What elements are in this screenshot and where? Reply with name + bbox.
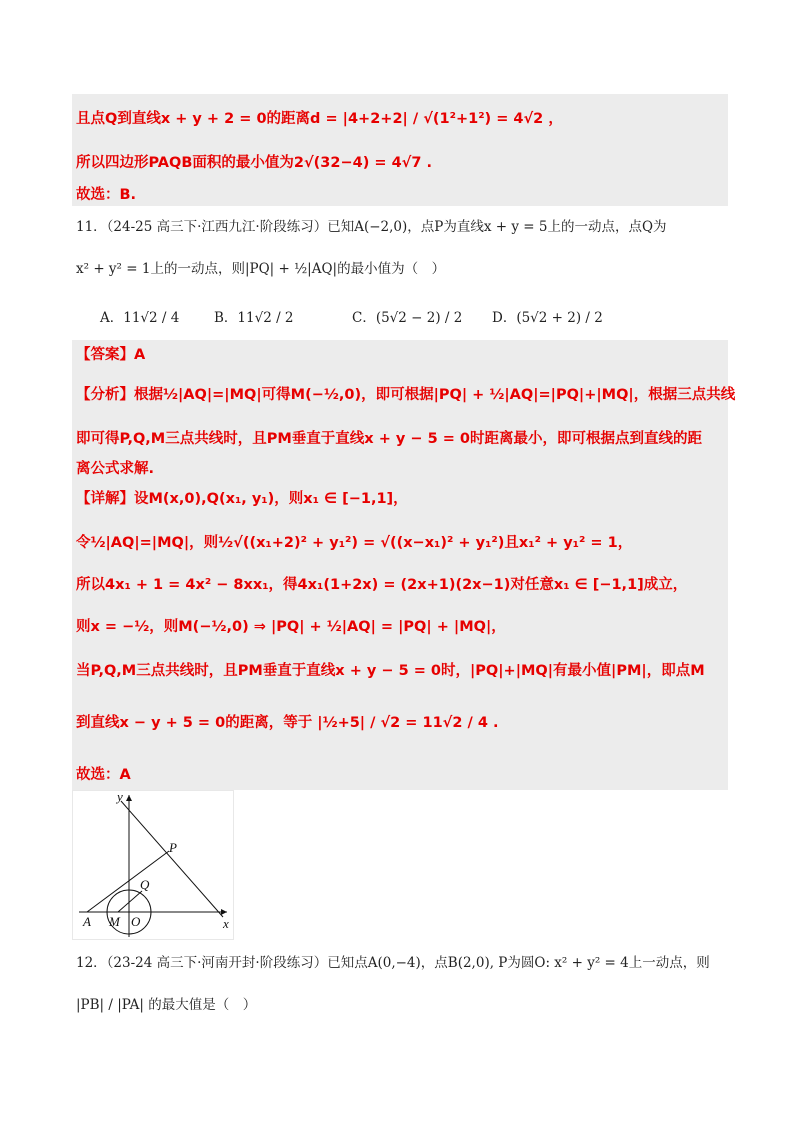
question-12-stem-line-1: 12．（23-24 高三下·河南开封·阶段练习）已知点A(0,−4)，点B(2,0), P为圆O: x² + y² = 4上一动点，则 <box>76 955 710 971</box>
detail-line-1: 【详解】设M(x,0),Q(x₁, y₁)，则x₁ ∈ [−1,1]， <box>76 491 408 507</box>
x-axis-arrow-icon <box>221 909 227 915</box>
analysis-line-1: 【分析】根据½|AQ|=|MQ|可得M(−½,0)，即可根据|PQ| + ½|AQ|=|PQ|+|MQ|，根据三点共线 <box>76 387 736 403</box>
label-a: A <box>83 914 91 929</box>
question-12-stem-line-2: |PB| / |PA| 的最大值是（ ） <box>76 997 257 1013</box>
answer-label: 【答案】A <box>76 347 146 363</box>
label-o: O <box>131 914 141 929</box>
choice-b: B．11√2 / 2 <box>214 310 294 326</box>
analysis-line-2: 即可得P,Q,M三点共线时，且PM垂直于直线x + y − 5 = 0时距离最小，即可根据点到直线的距 <box>76 431 703 447</box>
detail-line-5: 当P,Q,M三点共线时，且PM垂直于直线x + y − 5 = 0时，|PQ|+|MQ|有最小值|PM|，即点M <box>76 663 705 679</box>
segment-m-q <box>118 891 142 912</box>
question-11-stem-line-2: x² + y² = 1上的一动点，则|PQ| + ½|AQ|的最小值为（ ） <box>76 261 446 277</box>
line-x-plus-y-eq-5 <box>121 801 223 917</box>
question-11-stem-line-1: 11．（24-25 高三下·江西九江·阶段练习）已知A(−2,0)，点P为直线x + y = 5上的一动点，点Q为 <box>76 219 667 235</box>
label-p: P <box>169 840 177 855</box>
detail-line-6: 到直线x − y + 5 = 0的距离，等于 |½+5| / √2 = 11√2 / 4 . <box>76 715 499 731</box>
y-axis-arrow-icon <box>126 795 132 801</box>
label-m: M <box>109 914 120 929</box>
detail-line-3: 所以4x₁ + 1 = 4x² − 8xx₁，得4x₁(1+2x) = (2x+1)(2x−1)对任意x₁ ∈ [−1,1]成立， <box>76 577 688 593</box>
prev-solution-line-1: 且点Q到直线x + y + 2 = 0的距离d = |4+2+2| / √(1²+1²) = 4√2 ， <box>76 111 563 127</box>
prev-solution-line-2: 所以四边形PAQB面积的最小值为2√(32−4) = 4√7 . <box>76 155 432 171</box>
prev-solution-answer: 故选：B. <box>76 187 137 203</box>
choice-c: C．(5√2 − 2) / 2 <box>352 310 463 326</box>
label-x: x <box>223 916 229 931</box>
detail-line-2: 令½|AQ|=|MQ|，则½√((x₁+2)² + y₁²) = √((x−x₁)² + y₁²)且x₁² + y₁² = 1， <box>76 535 633 551</box>
geometry-figure-svg <box>73 791 235 941</box>
label-q: Q <box>140 877 150 892</box>
analysis-line-3: 离公式求解. <box>76 461 155 477</box>
detail-line-4: 则x = −½，则M(−½,0) ⇒ |PQ| + ½|AQ| = |PQ| + |MQ|， <box>76 619 506 635</box>
choice-a: A．11√2 / 4 <box>100 310 180 326</box>
label-y: y <box>117 791 123 804</box>
final-answer: 故选：A <box>76 767 131 783</box>
geometry-figure <box>72 790 234 940</box>
choice-d: D．(5√2 + 2) / 2 <box>492 310 603 326</box>
